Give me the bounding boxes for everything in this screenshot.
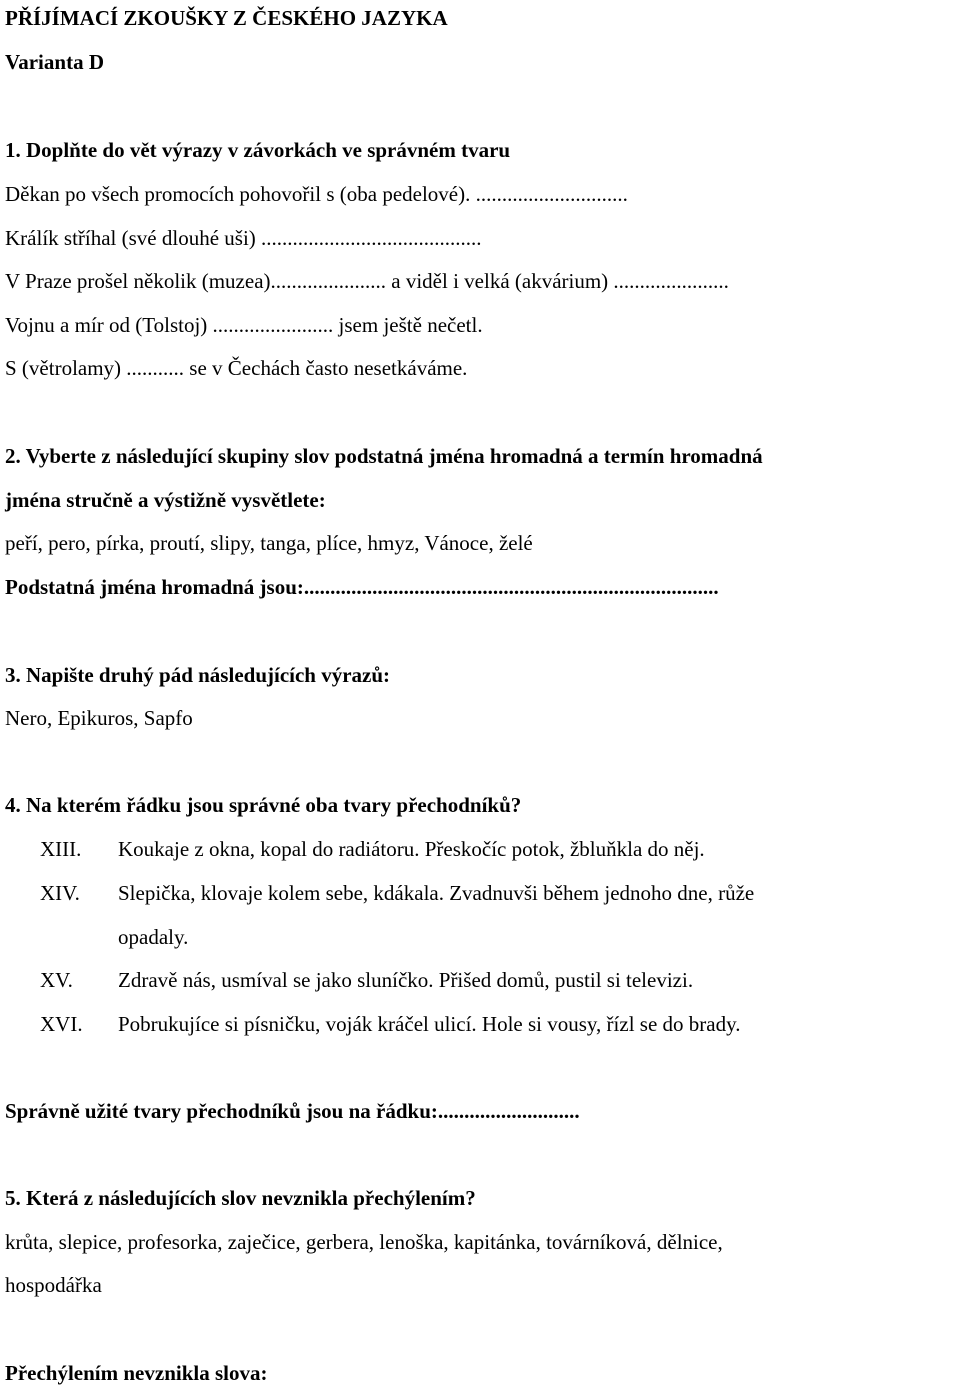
task1-sentence: S (větrolamy) ........... se v Čechách často nesetkáváme.: [5, 356, 468, 380]
row-numeral: XIII.: [40, 837, 82, 861]
row-sentences-continued: opadaly.: [118, 925, 189, 949]
task4-heading: 4. Na kterém řádku jsou správné oba tvary přechodníků?: [5, 793, 522, 817]
task1-sentence: Králík stříhal (své dlouhé uši) ..........................................: [5, 226, 482, 250]
task2-heading-continued: jména stručně a výstižně vysvětlete:: [5, 488, 326, 512]
task1-sentence: Vojnu a mír od (Tolstoj) ....................... jsem ještě nečetl.: [5, 313, 483, 337]
variant-label: Varianta D: [5, 50, 104, 74]
task3-word-list: Nero, Epikuros, Sapfo: [5, 706, 193, 730]
row-sentences: Zdravě nás, usmíval se jako sluníčko. Přišed domů, pustil si televizi.: [118, 968, 694, 992]
task4-answer-line: Správně užité tvary přechodníků jsou na řádku:...........................: [5, 1099, 580, 1123]
task5-word-list-continued: hospodářka: [5, 1273, 102, 1297]
task1-heading: 1. Doplňte do vět výrazy v závorkách ve správném tvaru: [5, 138, 511, 162]
task1-sentence: Děkan po všech promocích pohovořil s (oba pedelové). .............................: [5, 182, 628, 206]
task2-answer-line: Podstatná jména hromadná jsou:...............................................................................: [5, 575, 719, 599]
task2-word-list: peří, pero, pírka, proutí, slipy, tanga, plíce, hmyz, Vánoce, želé: [5, 531, 533, 555]
task3-heading: 3. Napište druhý pád následujících výrazů:: [5, 663, 391, 687]
row-numeral: XV.: [40, 968, 73, 992]
task5-answer-line: Přechýlením nevznikla slova:: [5, 1361, 268, 1385]
task5-word-list: krůta, slepice, profesorka, zaječice, gerbera, lenoška, kapitánka, továrníková, dělnice,: [5, 1230, 723, 1254]
row-numeral: XVI.: [40, 1012, 83, 1036]
row-numeral: XIV.: [40, 881, 80, 905]
task2-heading: 2. Vyberte z následující skupiny slov podstatná jména hromadná a termín hromadná: [5, 444, 763, 468]
page-title: PŘÍJÍMACÍ ZKOUŠKY Z ČESKÉHO JAZYKA: [5, 6, 448, 30]
row-sentences: Pobrukujíce si písničku, voják kráčel ulicí. Hole si vousy, řízl se do brady.: [118, 1012, 741, 1036]
task1-sentence: V Praze prošel několik (muzea)...................... a viděl i velká (akvárium) ......................: [5, 269, 729, 293]
row-sentences: Slepička, klovaje kolem sebe, kdákala. Zvadnuvši během jednoho dne, růže: [118, 881, 755, 905]
row-sentences: Koukaje z okna, kopal do radiátoru. Přeskočíc potok, žbluňkla do něj.: [118, 837, 705, 861]
task5-heading: 5. Která z následujících slov nevznikla přechýlením?: [5, 1186, 476, 1210]
